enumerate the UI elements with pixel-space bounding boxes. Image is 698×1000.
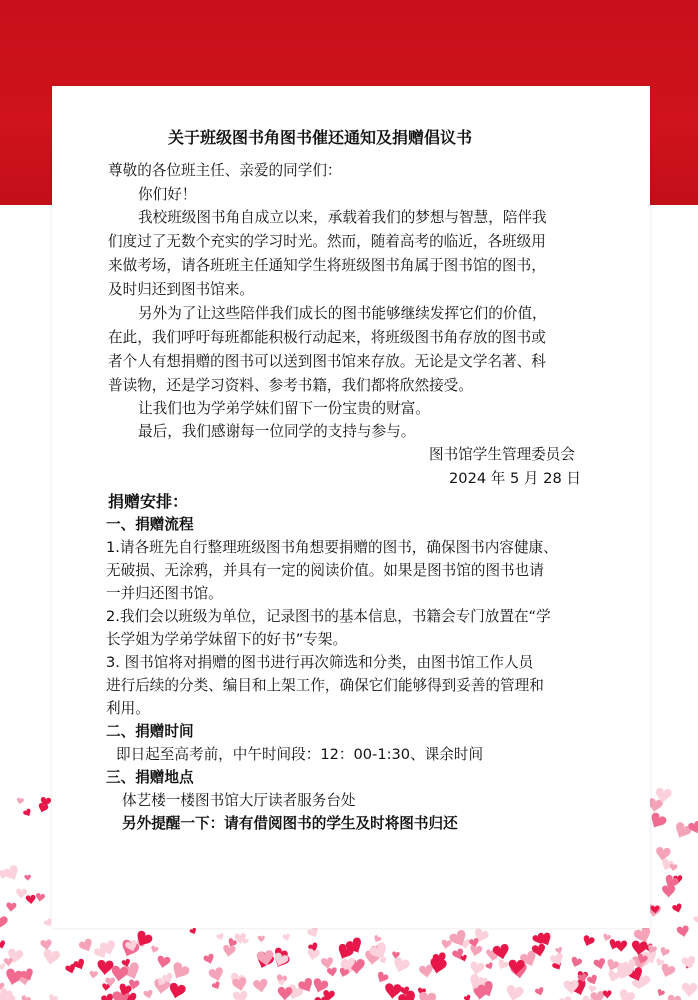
greeting: 你们好！ (138, 186, 197, 203)
salutation: 尊敬的各位班主任、亲爱的同学们： (108, 162, 342, 179)
heart-shape (588, 985, 597, 993)
heart-shape (78, 938, 95, 955)
heart-shape (73, 958, 87, 972)
heart-shape (586, 974, 599, 986)
heart-shape (26, 895, 37, 905)
heart-shape (233, 990, 249, 1000)
document-title: 关于班级图书角图书催还通知及捐赠倡议书 (168, 128, 473, 147)
heart-shape (469, 961, 485, 977)
heart-shape (253, 978, 269, 993)
heart-shape (603, 990, 612, 998)
heart-shape (216, 933, 225, 941)
heart-shape (150, 945, 159, 954)
date: 2024 年 5 月 28 日 (449, 470, 581, 487)
heart-shape (327, 967, 338, 977)
arrangement-heading: 捐赠安排： (108, 492, 189, 511)
step-2-line-2: 长学姐为学弟学妹留下的好书”专架。 (106, 631, 348, 648)
step-1-line-2: 无破损、无涂鸦，并具有一定的阅读价值。如果是图书馆的图书也请 (106, 562, 544, 579)
heart-shape (569, 956, 582, 969)
heart-shape (676, 925, 690, 938)
heart-shape (211, 981, 222, 991)
heart-shape (20, 995, 32, 1000)
paragraph-3: 让我们也为学弟学妹们留下一份宝贵的财富。 (138, 400, 430, 417)
heart-shape (615, 940, 627, 952)
heart-shape (681, 955, 697, 970)
heart-shape (504, 984, 524, 1000)
heart-shape (419, 964, 434, 978)
step-1-line-3: 一并归还图书馆。 (106, 585, 223, 602)
place-heading: 三、捐赠地点 (106, 769, 194, 786)
heart-shape (581, 934, 595, 948)
time-text: 即日起至高考前，中午时间段：12：00-1:30、课余时间 (116, 746, 484, 763)
heart-shape (534, 987, 545, 997)
heart-shape (169, 961, 191, 983)
heart-shape (667, 994, 682, 1000)
heart-shape (222, 945, 236, 958)
heart-shape (693, 915, 698, 925)
paragraph-1-line-2: 们度过了无数个充实的学习时光。然而，随着高考的临近，各班级用 (108, 233, 546, 250)
heart-shape (485, 962, 494, 971)
heart-shape (321, 957, 334, 969)
paragraph-1-line-1: 我校班级图书角自成立以来，承载着我们的梦想与智慧，陪伴我 (138, 209, 547, 226)
heart-shape (441, 939, 452, 949)
heart-shape (418, 991, 437, 1000)
heart-shape (659, 963, 676, 980)
heart-shape (35, 893, 45, 903)
signature: 图书馆学生管理委员会 (429, 446, 575, 463)
heart-shape (391, 956, 411, 975)
reminder: 另外提醒一下：请有借阅图书的学生及时将图书归还 (122, 815, 458, 832)
heart-shape (47, 994, 58, 1000)
heart-shape (496, 959, 509, 972)
paragraph-1-line-3: 来做考场，请各班班主任通知学生将班级图书角属于图书馆的图书， (108, 257, 546, 274)
heart-shape (0, 963, 6, 971)
heart-shape (681, 983, 697, 998)
heart-shape (647, 811, 668, 831)
heart-shape (156, 955, 171, 969)
heart-shape (143, 989, 154, 999)
heart-shape (616, 988, 636, 1000)
paragraph-4: 最后，我们感谢每一位同学的支持与参与。 (138, 423, 416, 440)
step-3-line-3: 利用。 (106, 700, 150, 717)
heart-shape (0, 940, 7, 950)
step-3-line-2: 进行后续的分类、编目和上架工作，确保它们能够得到妥善的管理和 (106, 677, 544, 694)
time-heading: 二、捐赠时间 (106, 723, 194, 740)
heart-shape (672, 903, 684, 914)
heart-shape (22, 808, 32, 818)
heart-shape (277, 987, 292, 1000)
heart-shape (2, 864, 22, 883)
paragraph-2-line-2: 在此，我们呼吁每班都能积极行动起来，将班级图书角存放的图书或 (108, 329, 546, 346)
heart-shape (258, 936, 265, 943)
step-3-line-1: 3. 图书馆将对捐赠的图书进行再次筛选和分类，由图书馆工作人员 (106, 654, 534, 671)
heart-shape (593, 957, 607, 970)
heart-shape (282, 933, 291, 941)
heart-shape (16, 889, 27, 899)
heart-shape (24, 874, 31, 881)
paragraph-1-line-4: 及时归还到图书馆来。 (108, 281, 254, 298)
step-2-line-1: 2.我们会以班级为单位，记录图书的基本信息，书籍会专门放置在“学 (106, 608, 551, 625)
heart-shape (89, 970, 98, 979)
heart-shape (189, 927, 198, 935)
heart-shape (16, 797, 24, 805)
paragraph-2-line-1: 另外为了让这些陪伴我们成长的图书能够继续发挥它们的价值， (138, 305, 547, 322)
step-1-line-1: 1.请各班先自行整理班级图书角想要捐赠的图书，确保图书内容健康、 (106, 539, 558, 556)
place-text: 体艺楼一楼图书馆大厅读者服务台处 (122, 792, 356, 809)
heart-shape (4, 958, 14, 967)
paragraph-2-line-4: 普读物，还是学习资料、参考书籍，我们都将欣然接受。 (108, 377, 473, 394)
heart-shape (659, 946, 671, 957)
heart-shape (42, 948, 61, 966)
heart-shape (203, 953, 216, 965)
heart-shape (655, 847, 671, 862)
heart-shape (558, 995, 574, 1000)
heart-shape (208, 966, 225, 983)
heart-shape (97, 960, 114, 976)
paragraph-2-line-3: 者个人有想捐赠的图书可以送到图书馆来存放。无论是文学名著、科 (108, 353, 546, 370)
heart-shape (375, 971, 389, 985)
heart-shape (463, 994, 472, 1000)
heart-shape (656, 988, 666, 997)
heart-shape (306, 948, 320, 961)
heart-shape (6, 902, 17, 912)
heart-shape (0, 914, 8, 930)
process-heading: 一、捐赠流程 (106, 516, 194, 533)
heart-shape (40, 939, 52, 951)
